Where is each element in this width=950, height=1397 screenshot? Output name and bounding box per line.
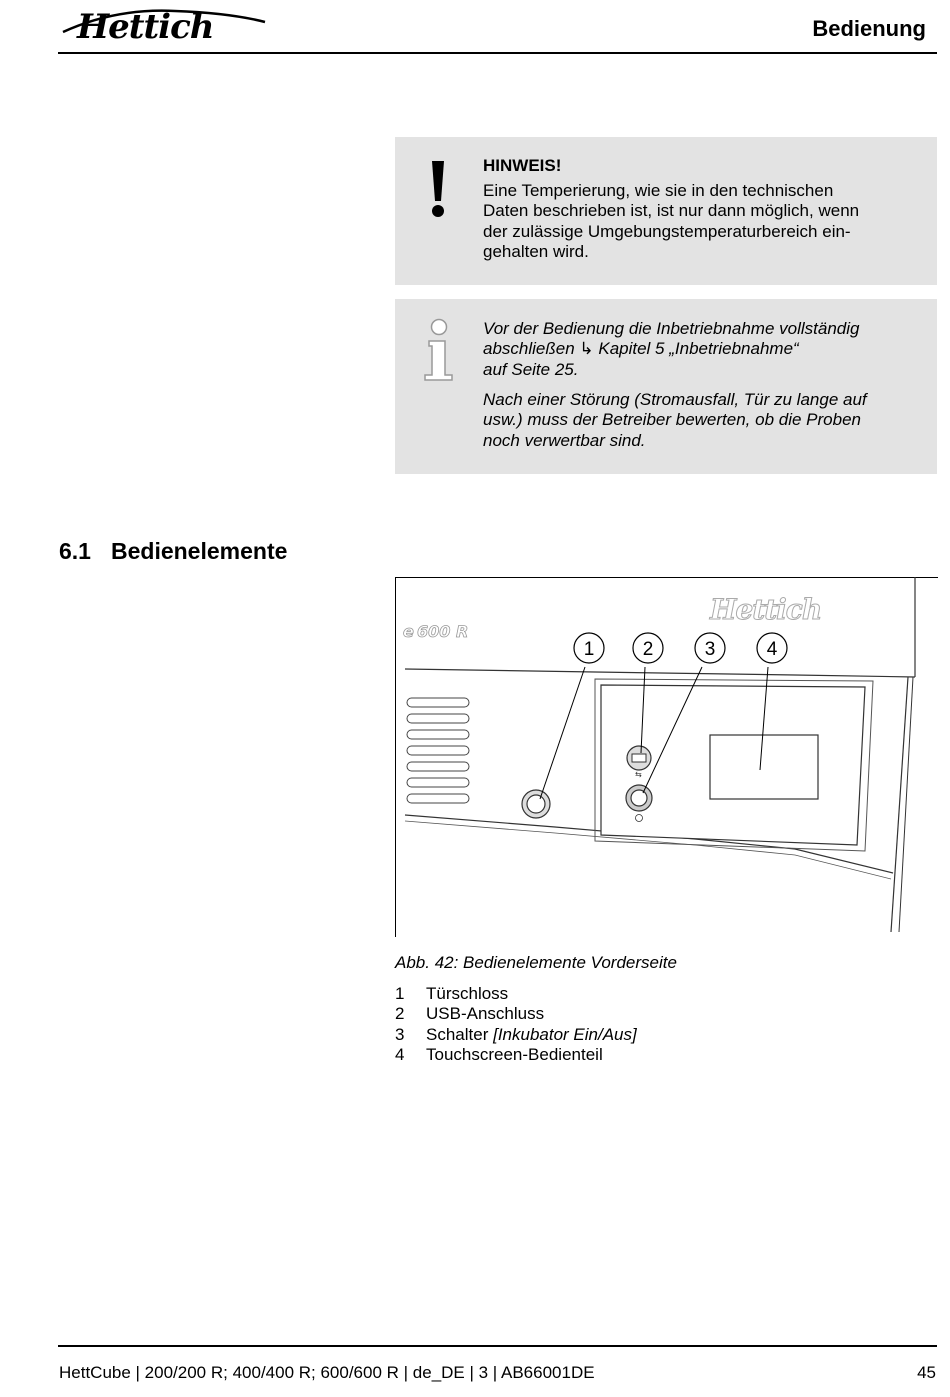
exclamation-icon [426, 159, 450, 219]
warning-line: Daten beschrieben ist, ist nur dann möglich, wenn [483, 201, 860, 221]
legend-number: 4 [395, 1044, 405, 1064]
model-label: 600 R [417, 622, 469, 641]
legend-text: USB-Anschluss [426, 1004, 545, 1024]
info-line: noch verwertbar sind. [483, 430, 646, 450]
legend-number: 2 [395, 1004, 405, 1024]
callout-3 [695, 633, 725, 663]
svg-text:4: 4 [766, 639, 778, 660]
warning-line: Eine Temperierung, wie sie in den technischen [483, 181, 834, 200]
figure-caption: Abb. 42: Bedienelemente Vorderseite [395, 953, 677, 972]
svg-text:⇆: ⇆ [635, 770, 642, 779]
section-number: 6.1 [59, 538, 91, 564]
hettich-logo [55, 2, 270, 46]
device-brand: Hettich [710, 593, 822, 626]
callout-1 [574, 633, 604, 663]
warning-body [483, 181, 923, 262]
door-lock-icon [522, 790, 550, 818]
info-paragraph-2 [483, 390, 923, 451]
legend-text: Touchscreen-Bedienteil [426, 1044, 603, 1064]
footer-divider [58, 1345, 937, 1347]
svg-text:Hettich: Hettich [77, 7, 214, 46]
legend-number: 3 [395, 1024, 405, 1044]
page-number: 45 [917, 1363, 936, 1382]
info-paragraph-1 [483, 319, 923, 380]
legend-number: 1 [395, 984, 405, 1003]
touchscreen-display [710, 735, 818, 799]
section-title: Bedienelemente [111, 538, 288, 564]
legend-item [395, 984, 637, 1004]
legend-item [395, 1045, 637, 1065]
warning-heading: HINWEIS! [483, 156, 562, 175]
svg-text:2: 2 [642, 639, 654, 660]
svg-text:1: 1 [583, 639, 595, 660]
header-divider [58, 52, 937, 54]
legend-text: Türschloss [426, 984, 509, 1003]
control-panel-figure [395, 577, 938, 937]
info-line: auf Seite 25. [483, 359, 579, 379]
legend-text: Schalter [426, 1024, 494, 1044]
legend-item [395, 1004, 637, 1024]
info-line: usw.) muss der Betreiber bewerten, ob die Proben [483, 410, 861, 430]
footer-document-info: HettCube | 200/200 R; 400/400 R; 600/600 R | de_DE | 3 | AB66001DE [59, 1363, 595, 1382]
info-line: Vor der Bedienung die Inbetriebnahme vollständig [483, 319, 860, 338]
warning-line: der zulässige Umgebungstemperaturbereich ein- [483, 221, 851, 241]
legend-item [395, 1025, 637, 1045]
legend-text-italic: [Inkubator Ein/Aus] [493, 1024, 637, 1044]
usb-port-icon [627, 746, 651, 770]
page-header-title: Bedienung [812, 16, 926, 41]
warning-line: gehalten wird. [483, 241, 589, 261]
info-icon [420, 318, 458, 382]
info-line: Nach einer Störung (Stromausfall, Tür zu lange auf [483, 390, 867, 409]
legend-list [395, 984, 637, 1065]
callout-4 [757, 633, 787, 663]
vent-slots [407, 698, 469, 803]
svg-text:3: 3 [704, 639, 716, 660]
section-heading [59, 538, 287, 565]
svg-text:e: e [403, 622, 414, 641]
info-link-line[interactable]: abschließen ↳ Kapitel 5 „Inbetriebnahme“ [483, 339, 799, 359]
callout-2 [633, 633, 663, 663]
